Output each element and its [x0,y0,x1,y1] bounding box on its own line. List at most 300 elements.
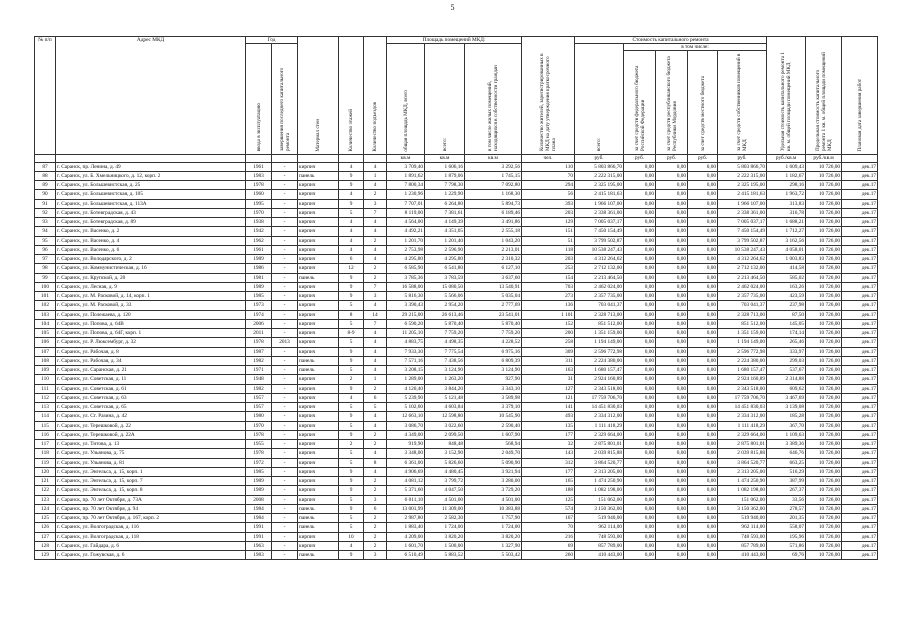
table-cell: 7 759,20 [425,329,465,338]
table-cell: - [272,171,298,180]
table-cell: 10 726,00 [806,162,842,171]
table-cell: 3 208,15 [387,366,425,375]
table-row [35,218,878,227]
table-cell: 3 820,20 [465,532,522,541]
table-cell: 11 309,00 [425,504,465,513]
table-cell: 0,00 [688,282,718,291]
header-year-group: Год [246,37,298,44]
table-cell: 95 [35,236,56,245]
table-cell: 1978 [246,430,272,439]
unit-cell: кв.м [465,154,522,162]
table-cell: 2 313 205,00 [575,467,624,476]
table-cell: кирпич [298,338,339,347]
table-cell: 2 [364,486,387,495]
table-cell: 10 726,00 [806,523,842,532]
table-cell: 3 348,00 [387,449,425,458]
table-cell: 4 564,00 [387,218,425,227]
table-cell: 1 230,96 [387,190,425,199]
table-cell: 7 005 037,17 [718,218,767,227]
table-cell: 4 312 264,62 [575,255,624,264]
table-cell: 1 724,00 [465,523,522,532]
table-cell: 1 680 157,47 [718,366,767,375]
table-cell: 1989 [246,477,272,486]
table-cell: 10 726,00 [806,208,842,217]
table-cell: 0,00 [624,356,656,365]
table-cell: кирпич [298,467,339,476]
table-cell: 1948 [246,375,272,384]
table-cell: дек.17 [842,310,878,319]
table-cell: г. Саранск, ул. Советская, д. 65 [56,403,246,412]
table-cell: 5 826,60 [425,458,465,467]
table-cell: 851 512,00 [718,319,767,328]
table-cell: 0,00 [688,440,718,449]
table-cell: 1 109,63 [767,430,806,439]
table-cell: 0,00 [624,421,656,430]
table-cell: 10 726,00 [806,384,842,393]
table-cell: 3 389,36 [767,440,806,449]
table-row [35,375,878,384]
table-cell: г. Саранск, ул. Полежаева, д. 120 [56,310,246,319]
table-cell: 5 [339,301,364,310]
capital-repair-table [34,36,878,560]
table-cell: 4 [339,190,364,199]
table-cell: 10 726,00 [806,504,842,513]
table-cell: дек.17 [842,366,878,375]
table-cell: 0,00 [624,440,656,449]
table-cell: 123 [35,495,56,504]
table-cell: 0,00 [688,541,718,550]
table-cell: 848,48 [425,440,465,449]
header-planned-date: Плановая дата завершения работ [842,37,878,155]
table-cell: 7 798,30 [425,181,465,190]
table-cell: 3 589,98 [465,393,522,402]
table-cell: 1961 [246,245,272,254]
table-cell: кирпич [298,208,339,217]
table-cell: 2 224 380,00 [575,356,624,365]
table-cell: дек.17 [842,199,878,208]
table-cell: кирпич [298,329,339,338]
table-cell: 0,00 [656,208,688,217]
table-cell: 3 379,10 [465,403,522,412]
table-cell: 0,00 [624,477,656,486]
table-cell: 1 082 198,00 [718,486,767,495]
table-cell: 2 462 024,00 [718,282,767,291]
table-cell: 0,00 [688,338,718,347]
table-cell: 1 263,20 [425,375,465,384]
table-cell: 857 789,00 [718,541,767,550]
table-row [35,171,878,180]
table-cell: г. Саранск, ул. Володарского, д. 2 [56,255,246,264]
table-cell: кирпич [298,541,339,550]
table-cell: 17 759 706,70 [718,393,767,402]
table-cell: 91 [35,199,56,208]
table-cell: 0,00 [656,292,688,301]
table-cell: 5 803 866,70 [718,162,767,171]
table-cell: - [272,532,298,541]
table-cell: 10 726,00 [806,495,842,504]
table-cell: 0,00 [624,218,656,227]
table-row [35,412,878,421]
table-cell: 3 139,08 [767,403,806,412]
table-cell: 0,00 [656,504,688,513]
table-cell: 5 894,73 [465,199,522,208]
header-including: в том числе: [624,44,767,51]
table-cell: 10 726,00 [806,282,842,291]
table-cell: 0,00 [688,199,718,208]
table-cell: дек.17 [842,504,878,513]
table-cell: 298,16 [767,181,806,190]
table-cell: 2 753,98 [387,245,425,254]
table-row [35,356,878,365]
table-cell: г. Саранск, ул. Р. Люксембург, д. 32 [56,338,246,347]
table-cell: 4 [364,255,387,264]
table-cell: 4 906,69 [387,467,425,476]
table-cell: 121 [35,477,56,486]
table-cell: 0,00 [688,245,718,254]
table-cell: 2 343 518,00 [575,384,624,393]
table-cell: 3 [364,292,387,301]
table-cell: 99 [35,273,56,282]
table-cell: 116 [35,430,56,439]
table-cell: 5 [339,338,364,347]
table-cell: 4 [339,236,364,245]
table-cell: 2 924 160,89 [575,375,624,384]
table-cell: 1 879,06 [425,171,465,180]
table-cell: 1 182,67 [767,171,806,180]
table-cell: 333,97 [767,347,806,356]
table-cell: 10 726,00 [806,403,842,412]
table-cell: 2 222 315,00 [575,171,624,180]
table-cell: 2 [339,440,364,449]
table-cell: 5 239,90 [387,393,425,402]
table-cell: 1982 [246,356,272,365]
table-cell: 4 [339,245,364,254]
table-cell: дек.17 [842,329,878,338]
table-cell: 0,00 [688,255,718,264]
table-cell: 3 124,90 [425,366,465,375]
table-cell: 7 800,34 [387,181,425,190]
table-cell: 237,98 [767,301,806,310]
table-cell: 9 [339,467,364,476]
table-cell: панель [298,171,339,180]
table-cell: 5 [339,366,364,375]
table-cell: 3 729,20 [465,486,522,495]
table-cell: 26 613,46 [425,310,465,319]
table-cell: - [272,440,298,449]
table-cell: - [272,384,298,393]
header-cost-owners: за счет средств собственников помещений в МКД [718,51,767,154]
table-cell: 7 450 154,49 [718,227,767,236]
table-cell: 4 [339,218,364,227]
table-cell: 1963 [246,541,272,550]
table-cell: 2 777,69 [465,301,522,310]
table-cell: 1 201,40 [425,236,465,245]
table-cell: 5 870,40 [425,319,465,328]
table-cell: 4 [364,329,387,338]
table-cell: 5 [339,319,364,328]
table-cell: 0,00 [688,310,718,319]
table-cell: 1 966 107,00 [575,199,624,208]
unit-cell: руб. [575,154,624,162]
table-cell: 2 325 195,00 [575,181,624,190]
table-cell: 2 [364,514,387,523]
table-cell: 97 [35,255,56,264]
table-cell: 10 726,00 [806,449,842,458]
table-cell: 0,00 [624,541,656,550]
table-cell: 0,00 [624,264,656,273]
table-cell: 493 [522,412,575,421]
table-cell: 1 688,21 [767,218,806,227]
table-cell: 0,00 [624,384,656,393]
table-row [35,551,878,560]
table-cell: дек.17 [842,208,878,217]
table-cell: - [272,208,298,217]
table-cell: г. Саранск, пр. 70 лет Октября, д. 167, корп. 2 [56,514,246,523]
table-cell: 10 726,00 [806,421,842,430]
table-cell: 4 228,52 [465,338,522,347]
table-cell: 10 726,00 [806,541,842,550]
table-cell: 5 [339,421,364,430]
table-body [35,162,878,560]
table-cell: 188 [522,486,575,495]
table-cell: 201,35 [767,514,806,523]
table-cell: 6 127,10 [465,264,522,273]
table-cell: 110 [35,375,56,384]
table-cell: 0,00 [688,264,718,273]
table-cell: 2 596,90 [425,245,465,254]
unit-cell: руб. [624,154,656,162]
table-cell: г. Саранск, ул. Рабочая, д. 34 [56,356,246,365]
table-cell: 103 [35,310,56,319]
table-cell: 962 114,00 [575,523,624,532]
table-cell: 0,00 [688,301,718,310]
table-cell: 5 371,60 [387,486,425,495]
table-cell: г. Саранск, ул. Гайдара, д. 6 [56,541,246,550]
table-cell: 3 844,20 [425,384,465,393]
table-cell: 2 590,40 [465,421,522,430]
table-cell: 5 566,06 [425,292,465,301]
table-cell: 6 011,10 [387,495,425,504]
table-cell: 10 726,00 [806,532,842,541]
table-cell: кирпич [298,421,339,430]
table-cell: 0,00 [688,347,718,356]
table-cell: 3 150 362,00 [575,504,624,513]
table-cell: дек.17 [842,347,878,356]
table-cell: 32 [522,440,575,449]
table-cell: 2011 [246,329,272,338]
table-cell: - [272,541,298,550]
table-cell: кирпич [298,301,339,310]
table-cell: 5 [339,514,364,523]
table-cell: 7 571,16 [387,356,425,365]
table-cell: 1 474 250,90 [718,477,767,486]
table-cell: дек.17 [842,255,878,264]
table-cell: 4 [364,181,387,190]
table-cell: 1 194 149,00 [718,338,767,347]
table-cell: 6 585,90 [387,264,425,273]
table-cell: 0,00 [656,486,688,495]
table-cell: 2 415 181,63 [718,190,767,199]
table-cell: кирпич [298,218,339,227]
table-cell: 574 [522,504,575,513]
table-cell: 5 803 866,70 [575,162,624,171]
table-cell: г. Саранск, ул. М. Расковой, д. 33 [56,301,246,310]
table-cell: 3 086,70 [387,421,425,430]
table-cell: - [272,366,298,375]
table-cell: г. Саранск, ул. Большевистская, д. 113А [56,199,246,208]
table-cell: 3 783,59 [425,273,465,282]
table-cell: 3 799,72 [425,477,465,486]
table-cell: 0,00 [624,273,656,282]
table-row [35,486,878,495]
table-cell: - [272,273,298,282]
table-cell: 1938 [246,218,272,227]
table-cell: 0,00 [624,412,656,421]
table-cell: 919,90 [387,440,425,449]
table-cell: 5 035,04 [465,292,522,301]
table-cell: 2 596 772,98 [575,347,624,356]
table-cell: 0,00 [656,523,688,532]
table-row [35,467,878,476]
header-floors: Количество этажей [339,37,364,155]
table-cell: г. Саранск, ул. Попова, д. 64В [56,319,246,328]
table-cell: 0,00 [624,523,656,532]
table-cell: 2 [364,264,387,273]
table-row [35,282,878,291]
table-cell: 10 726,00 [806,181,842,190]
table-cell: 9 [339,356,364,365]
table-cell: г. Саранск, ул. Крупской, д. 20 [56,273,246,282]
table-cell: 51 [522,236,575,245]
table-cell: 311 [522,356,575,365]
table-cell: 9 [339,181,364,190]
table-cell: кирпич [298,495,339,504]
table-cell: 1973 [246,301,272,310]
table-cell: 1995 [246,199,272,208]
table-cell: 3 162,56 [767,236,806,245]
header-cost-federal: за счет средств федерального бюджета Российской Федерации [624,51,656,154]
table-cell: 0,00 [656,338,688,347]
table-cell: 105 [35,329,56,338]
table-cell: 151 [522,227,575,236]
header-wall-material: Материал стен [298,37,339,155]
table-cell: г. Саранск, ул. Ульянова, д. 81 [56,458,246,467]
table-cell: 2 [364,523,387,532]
table-cell: 124 [35,504,56,513]
table-cell: 23 541,01 [465,310,522,319]
table-cell: дек.17 [842,375,878,384]
table-cell: 0,00 [688,449,718,458]
table-cell: 9 [339,551,364,560]
table-cell: 0,00 [656,393,688,402]
table-cell: 0,00 [656,347,688,356]
table-cell: 2 [364,430,387,439]
table-cell: 93 [35,218,56,227]
table-cell: 8-9 [339,329,364,338]
table-cell: 1983 [246,551,272,560]
table-cell: 110 [522,162,575,171]
unit-cell: руб. [688,154,718,162]
table-cell: 0,00 [656,162,688,171]
table-cell: 10 726,00 [806,171,842,180]
table-row [35,458,878,467]
table-cell: 2 338 361,00 [575,208,624,217]
header-year-commission: ввода в эксплуатацию [246,44,272,154]
table-cell: 10 726,00 [806,227,842,236]
table-cell: - [272,301,298,310]
table-cell: 10 726,00 [806,236,842,245]
table-cell: 2008 [246,495,272,504]
table-cell: кирпич [298,292,339,301]
table-cell: 1989 [246,486,272,495]
table-row [35,264,878,273]
table-cell: 0,00 [656,199,688,208]
table-cell: дек.17 [842,162,878,171]
table-cell: дек.17 [842,384,878,393]
table-cell: 414,58 [767,264,806,273]
table-cell: 537,67 [767,366,806,375]
table-cell: 4 120,40 [387,384,425,393]
table-cell: дек.17 [842,218,878,227]
table-cell: г. Саранск, ул. Ульянова, д. 75 [56,449,246,458]
table-cell: 10 726,00 [806,551,842,560]
table-cell: 2 222 315,00 [718,171,767,180]
table-cell: 3 709,40 [387,162,425,171]
table-cell: 108 [35,356,56,365]
table-cell: 2 213,01 [465,245,522,254]
table-cell: 2 712 132,00 [575,264,624,273]
table-cell: панель [298,273,339,282]
table-cell: панель [298,514,339,523]
table-cell: 9 [339,282,364,291]
table-cell: 4 [364,301,387,310]
table-cell: 104 [35,319,56,328]
table-cell: 8 [339,310,364,319]
table-cell: 100 [35,282,56,291]
table-cell: 113 [35,403,56,412]
table-cell: 122 [35,486,56,495]
table-cell: 1991 [246,523,272,532]
table-cell: 10 726,00 [806,375,842,384]
table-cell: 253 [522,264,575,273]
table-cell: 258 [522,338,575,347]
table-cell: 121 [522,393,575,402]
table-cell: - [272,162,298,171]
header-year-last-repair: завершения последнего капитального ремонта [272,44,298,154]
table-cell: 6 541,80 [425,264,465,273]
table-cell: 5 090,90 [465,458,522,467]
table-cell: 0,00 [624,403,656,412]
table-cell: 2 555,18 [465,227,522,236]
table-cell: дек.17 [842,403,878,412]
table-cell: 4 501,00 [465,495,522,504]
table-cell: 2 329 664,00 [718,430,767,439]
table-cell: 4 [364,412,387,421]
table-cell: 1 [364,171,387,180]
table-cell: 312 [522,458,575,467]
table-cell: 0,00 [656,430,688,439]
table-cell: 1957 [246,403,272,412]
table-cell: 1 607,90 [465,430,522,439]
table-cell: 1 289,00 [387,375,425,384]
table-cell: 387,99 [767,477,806,486]
table-cell: 0,00 [624,255,656,264]
table-cell: - [272,430,298,439]
table-cell: кирпич [298,458,339,467]
table-cell: - [272,486,298,495]
table-cell: 195,96 [767,532,806,541]
table-cell: 0,00 [624,347,656,356]
